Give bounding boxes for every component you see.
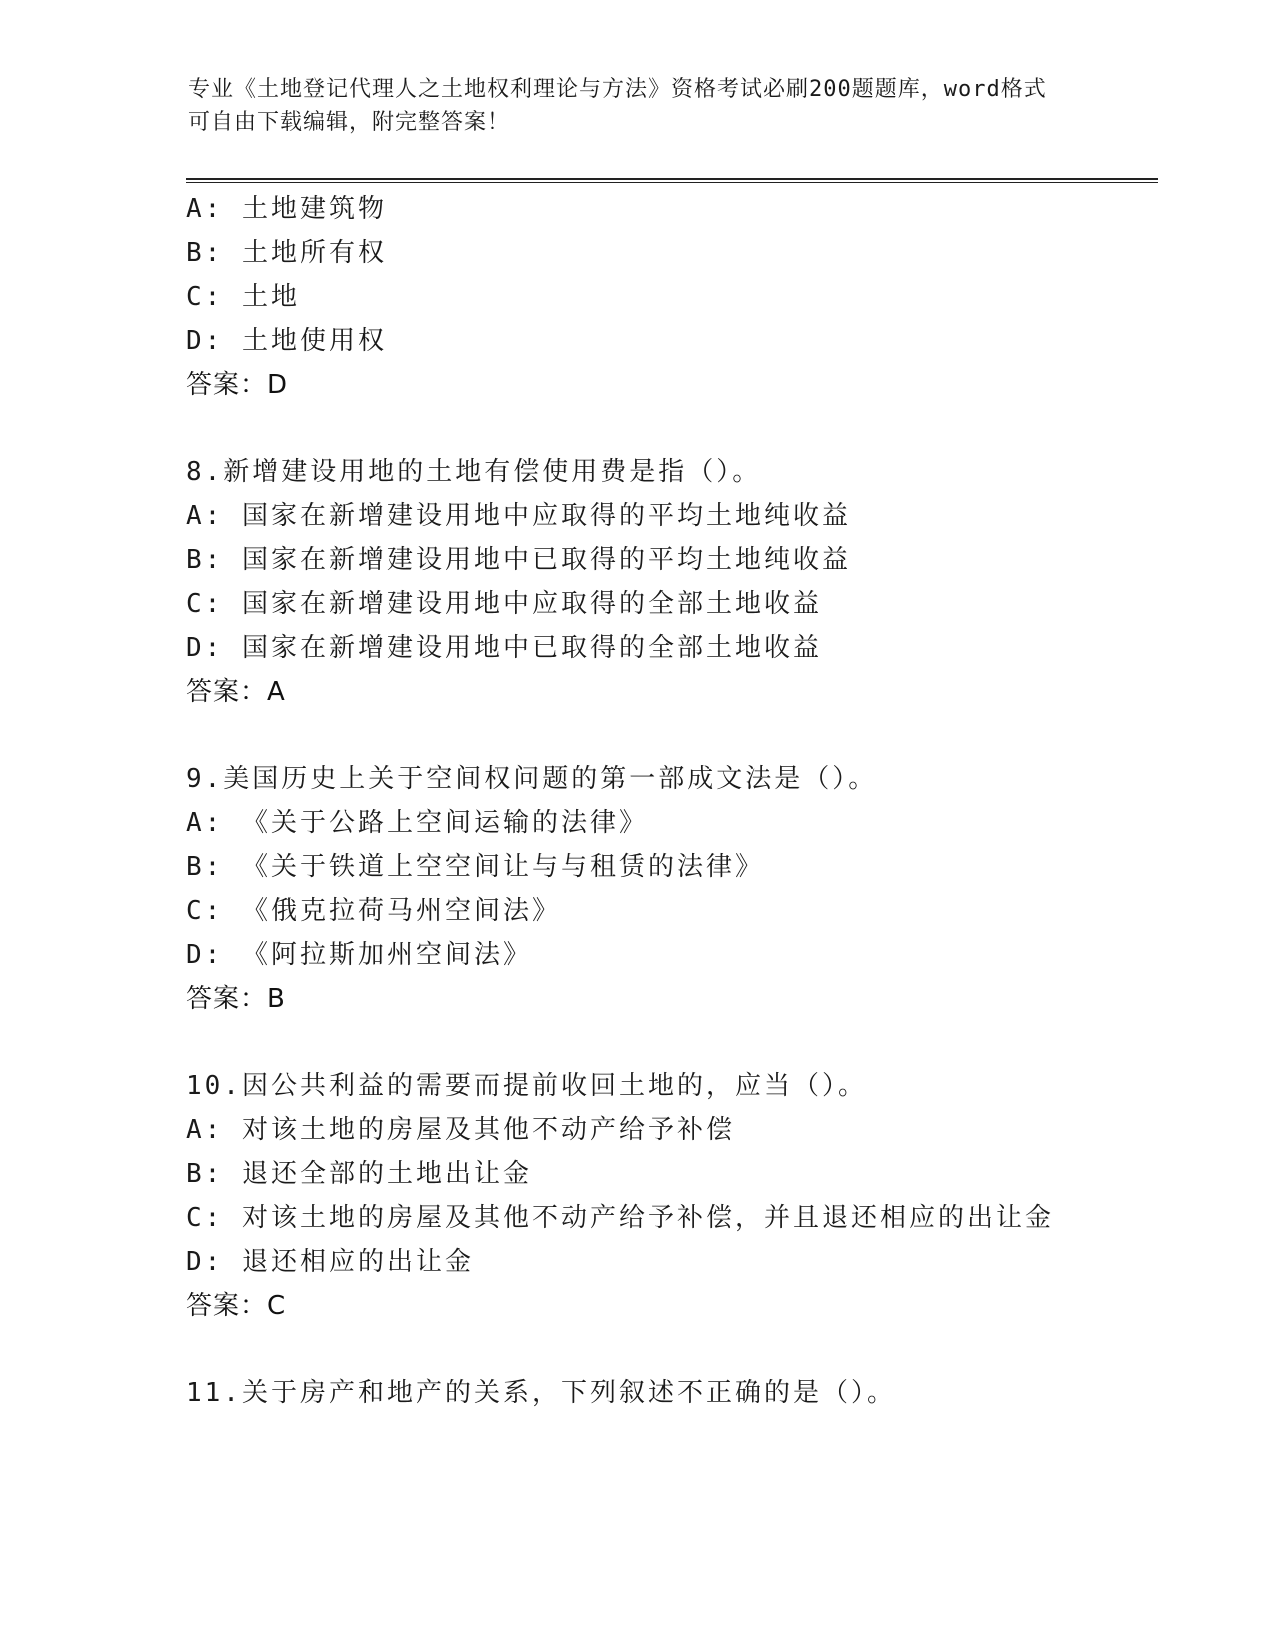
document-header: 专业《土地登记代理人之土地权利理论与方法》资格考试必刷200题题库，word格式可自由下载编辑，附完整答案！ [188, 77, 1047, 135]
question-9: 9.美国历史上关于空间权问题的第一部成文法是（）。 [186, 764, 878, 794]
option-a: A: 《关于公路上空间运输的法律》 [186, 808, 648, 838]
question-10: 10.因公共利益的需要而提前收回土地的，应当（）。 [186, 1071, 867, 1101]
answer-line: 答案：C [186, 1291, 287, 1321]
option-a: A: 国家在新增建设用地中应取得的平均土地纯收益 [186, 501, 851, 531]
option-a: A: 土地建筑物 [186, 194, 387, 224]
answer-line: 答案：B [186, 984, 286, 1014]
option-b: B: 《关于铁道上空空间让与与租赁的法律》 [186, 852, 764, 882]
option-c: C: 对该土地的房屋及其他不动产给予补偿，并且退还相应的出让金 [186, 1203, 1054, 1233]
answer-line: 答案：A [186, 677, 286, 707]
question-11: 11.关于房产和地产的关系，下列叙述不正确的是（）。 [186, 1378, 896, 1408]
option-d: D: 《阿拉斯加州空间法》 [186, 940, 532, 970]
option-c: C: 国家在新增建设用地中应取得的全部土地收益 [186, 589, 822, 619]
option-b: B: 国家在新增建设用地中已取得的平均土地纯收益 [186, 545, 851, 575]
option-b: B: 土地所有权 [186, 238, 387, 268]
question-8: 8.新增建设用地的土地有偿使用费是指（）。 [186, 457, 762, 487]
option-a: A: 对该土地的房屋及其他不动产给予补偿 [186, 1115, 735, 1145]
option-d: D: 国家在新增建设用地中已取得的全部土地收益 [186, 633, 822, 663]
option-d: D: 土地使用权 [186, 326, 387, 356]
option-b: B: 退还全部的土地出让金 [186, 1159, 532, 1189]
header-divider [186, 178, 1158, 183]
option-c: C: 土地 [186, 282, 300, 312]
option-c: C: 《俄克拉荷马州空间法》 [186, 896, 561, 926]
option-d: D: 退还相应的出让金 [186, 1247, 474, 1277]
answer-line: 答案：D [186, 370, 289, 400]
